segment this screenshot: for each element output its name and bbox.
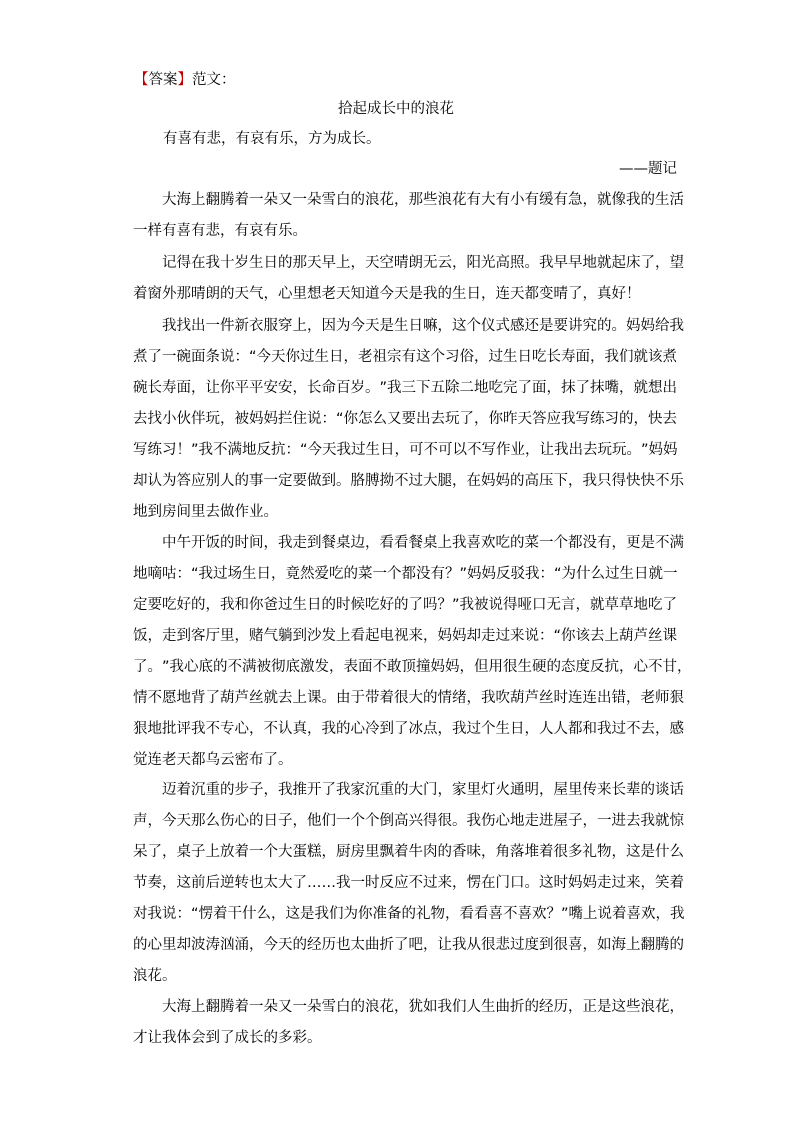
paragraph-line: 记 得 在 我 十 岁 生 日 的 那 天 早 上 ， 天 空 晴 朗 无 云 ， 阳 光 高 照 。 我 早 早 地 就 起 床 了 ， 望 [162,255,684,271]
paragraph-line: 地 嘀 咕 ： “ 我 过 场 生 日 ， 竟 然 爱 吃 的 菜 一 个 都 没 有 ？ ” 妈 妈 反 驳 我 ： “ 为 什 么 过 生 日 就 一 [133,566,678,582]
paragraph-line: 碗 长 寿 面 ， 让 你 平 平 安 安 ， 长 命 百 岁 。 ” 我 三 下 五 除 二 地 吃 完 了 面 ， 抹 了 抹 嘴 ， 就 想 出 [133,380,678,396]
paragraph-line: 才让我体会到了成长的多彩。 [133,1030,322,1046]
paragraph-line: 中 午 开 饭 的 时 间 ， 我 走 到 餐 桌 边 ， 看 看 餐 桌 上 我 喜 欢 吃 的 菜 一 个 都 没 有 ， 更 是 不 满 [162,535,684,551]
paragraph-line: 写 练 习 ！ ” 我 不 满 地 反 抗 ： “ 今 天 我 过 生 日 ， 可 不 可 以 不 写 作 业 ， 让 我 出 去 玩 玩 。 ” 妈 妈 [133,442,678,458]
essay-paragraph [133,992,684,1054]
paragraph-line: 我 找 出 一 件 新 衣 服 穿 上 ， 因 为 今 天 是 生 日 嘛 ， 这 个 仪 式 感 还 是 要 讲 究 的 。 妈 妈 给 我 [162,318,684,334]
paragraph-line: 大 海 上 翻 腾 着 一 朵 又 一 朵 雪 白 的 浪 花 ， 那 些 浪 花 有 大 有 小 有 缓 有 急 ， 就 像 我 的 生 活 [162,192,684,208]
paragraph-line: 情 不 愿 地 背 了 葫 芦 丝 就 去 上 课 。 由 于 带 着 很 大 的 情 绪 ， 我 吹 葫 芦 丝 时 连 连 出 错 ， 老 师 狠 [133,690,684,706]
paragraph-line: 呆 了 ， 桌 子 上 放 着 一 个 大 蛋 糕 ， 厨 房 里 飘 着 牛 肉 的 香 味 ， 角 落 堆 着 很 多 礼 物 ， 这 是 什 么 [133,844,684,860]
epigraph-signature: ——题记 [619,161,677,177]
paragraph-line: 迈 着 沉 重 的 步 子 ， 我 推 开 了 我 家 沉 重 的 大 门 ， 家 里 灯 火 通 明 ， 屋 里 传 来 长 辈 的 谈 话 [162,782,684,798]
paragraph-line: 却 认 为 答 应 别 人 的 事 一 定 要 做 到 。 胳 膊 拗 不 过 大 腿 ， 在 妈 妈 的 高 压 下 ， 我 只 得 快 快 不 乐 [133,473,684,489]
paragraph-line: 节 奏 ， 这 前 后 逆 转 也 太 大 了 … … 我 一 时 反 应 不 过 来 ， 愣 在 门 口 。 这 时 妈 妈 走 过 来 ， 笑 着 [133,875,684,891]
paragraph-line: 觉连老天都乌云密布了。 [133,752,293,768]
paragraph-line: 饭 ， 走 到 客 厅 里 ， 赌 气 躺 到 沙 发 上 看 起 电 视 来 ， 妈 妈 却 走 过 来 说 ： “ 你 该 去 上 葫 芦 丝 课 [133,628,678,644]
paragraph-line: 了 。 ” 我 心 底 的 不 满 被 彻 底 激 发 ， 表 面 不 敢 顶 撞 妈 妈 ， 但 用 很 生 硬 的 态 度 反 抗 ， 心 不 甘 ， [133,659,692,675]
paragraph-line: 去 找 小 伙 伴 玩 ， 被 妈 妈 拦 住 说 ： “ 你 怎 么 又 要 出 去 玩 了 ， 你 昨 天 答 应 我 写 练 习 的 ， 快 去 [133,411,678,427]
paragraph-line: 着窗外那晴朗的天气，心里想老天知道今天是我的生日，连天都变晴了，真好！ [133,286,641,302]
paragraph-line: 一样有喜有悲，有哀有乐。 [133,223,307,239]
paragraph-line: 浪花。 [133,968,177,984]
paragraph-line: 地到房间里去做作业。 [133,504,278,520]
paragraph-line: 狠 地 批 评 我 不 专 心 ， 不 认 真 ， 我 的 心 冷 到 了 冰 点 ， 我 过 个 生 日 ， 人 人 都 和 我 过 不 去 ， 感 [133,721,684,737]
essay-paragraph [133,775,685,992]
essay-paragraph [133,185,684,247]
paragraph-line: 大 海 上 翻 腾 着 一 朵 又 一 朵 雪 白 的 浪 花 ， 犹 如 我 们 人 生 曲 折 的 经 历 ， 正 是 这 些 浪 花 ， [162,999,684,1015]
paragraph-line: 声 ， 今 天 那 么 伤 心 的 日 子 ， 他 们 一 个 个 倒 高 兴 得 很 。 我 伤 心 地 走 进 屋 子 ， 一 进 去 我 就 惊 [133,813,684,829]
answer-tag-open: 【 [134,72,149,88]
answer-label: 范文： [192,72,236,88]
paragraph-line: 的 心 里 却 波 涛 汹 涌 ， 今 天 的 经 历 也 太 曲 折 了 吧 ， 让 我 从 很 悲 过 度 到 很 喜 ， 如 海 上 翻 腾 的 [133,937,684,953]
paragraph-line: 煮 了 一 碗 面 条 说 ： “ 今 天 你 过 生 日 ， 老 祖 宗 有 这 个 习 俗 ， 过 生 日 吃 长 寿 面 ， 我 们 就 该 煮 [133,349,678,365]
paragraph-line: 定 要 吃 好 的 ， 我 和 你 爸 过 生 日 的 时 候 吃 好 的 了 吗 ？ ” 我 被 说 得 哑 口 无 言 ， 就 草 草 地 吃 了 [133,597,678,613]
answer-heading [134,71,236,89]
essay-paragraph [133,248,684,310]
answer-tag-text: 答案 [148,72,178,88]
essay-paragraph [133,311,684,528]
paragraph-line: 对 我 说 ： “ 愣 着 干 什 么 ， 这 是 我 们 为 你 准 备 的 礼 物 ， 看 看 喜 不 喜 欢 ？ ” 嘴 上 说 着 喜 欢 ， 我 [133,906,685,922]
essay-paragraph [133,528,692,776]
answer-tag-close: 】 [177,72,192,88]
essay-epigraph: 有喜有悲，有哀有乐，方为成长。 [163,131,381,147]
essay-title: 拾起成长中的浪花 [338,101,454,117]
